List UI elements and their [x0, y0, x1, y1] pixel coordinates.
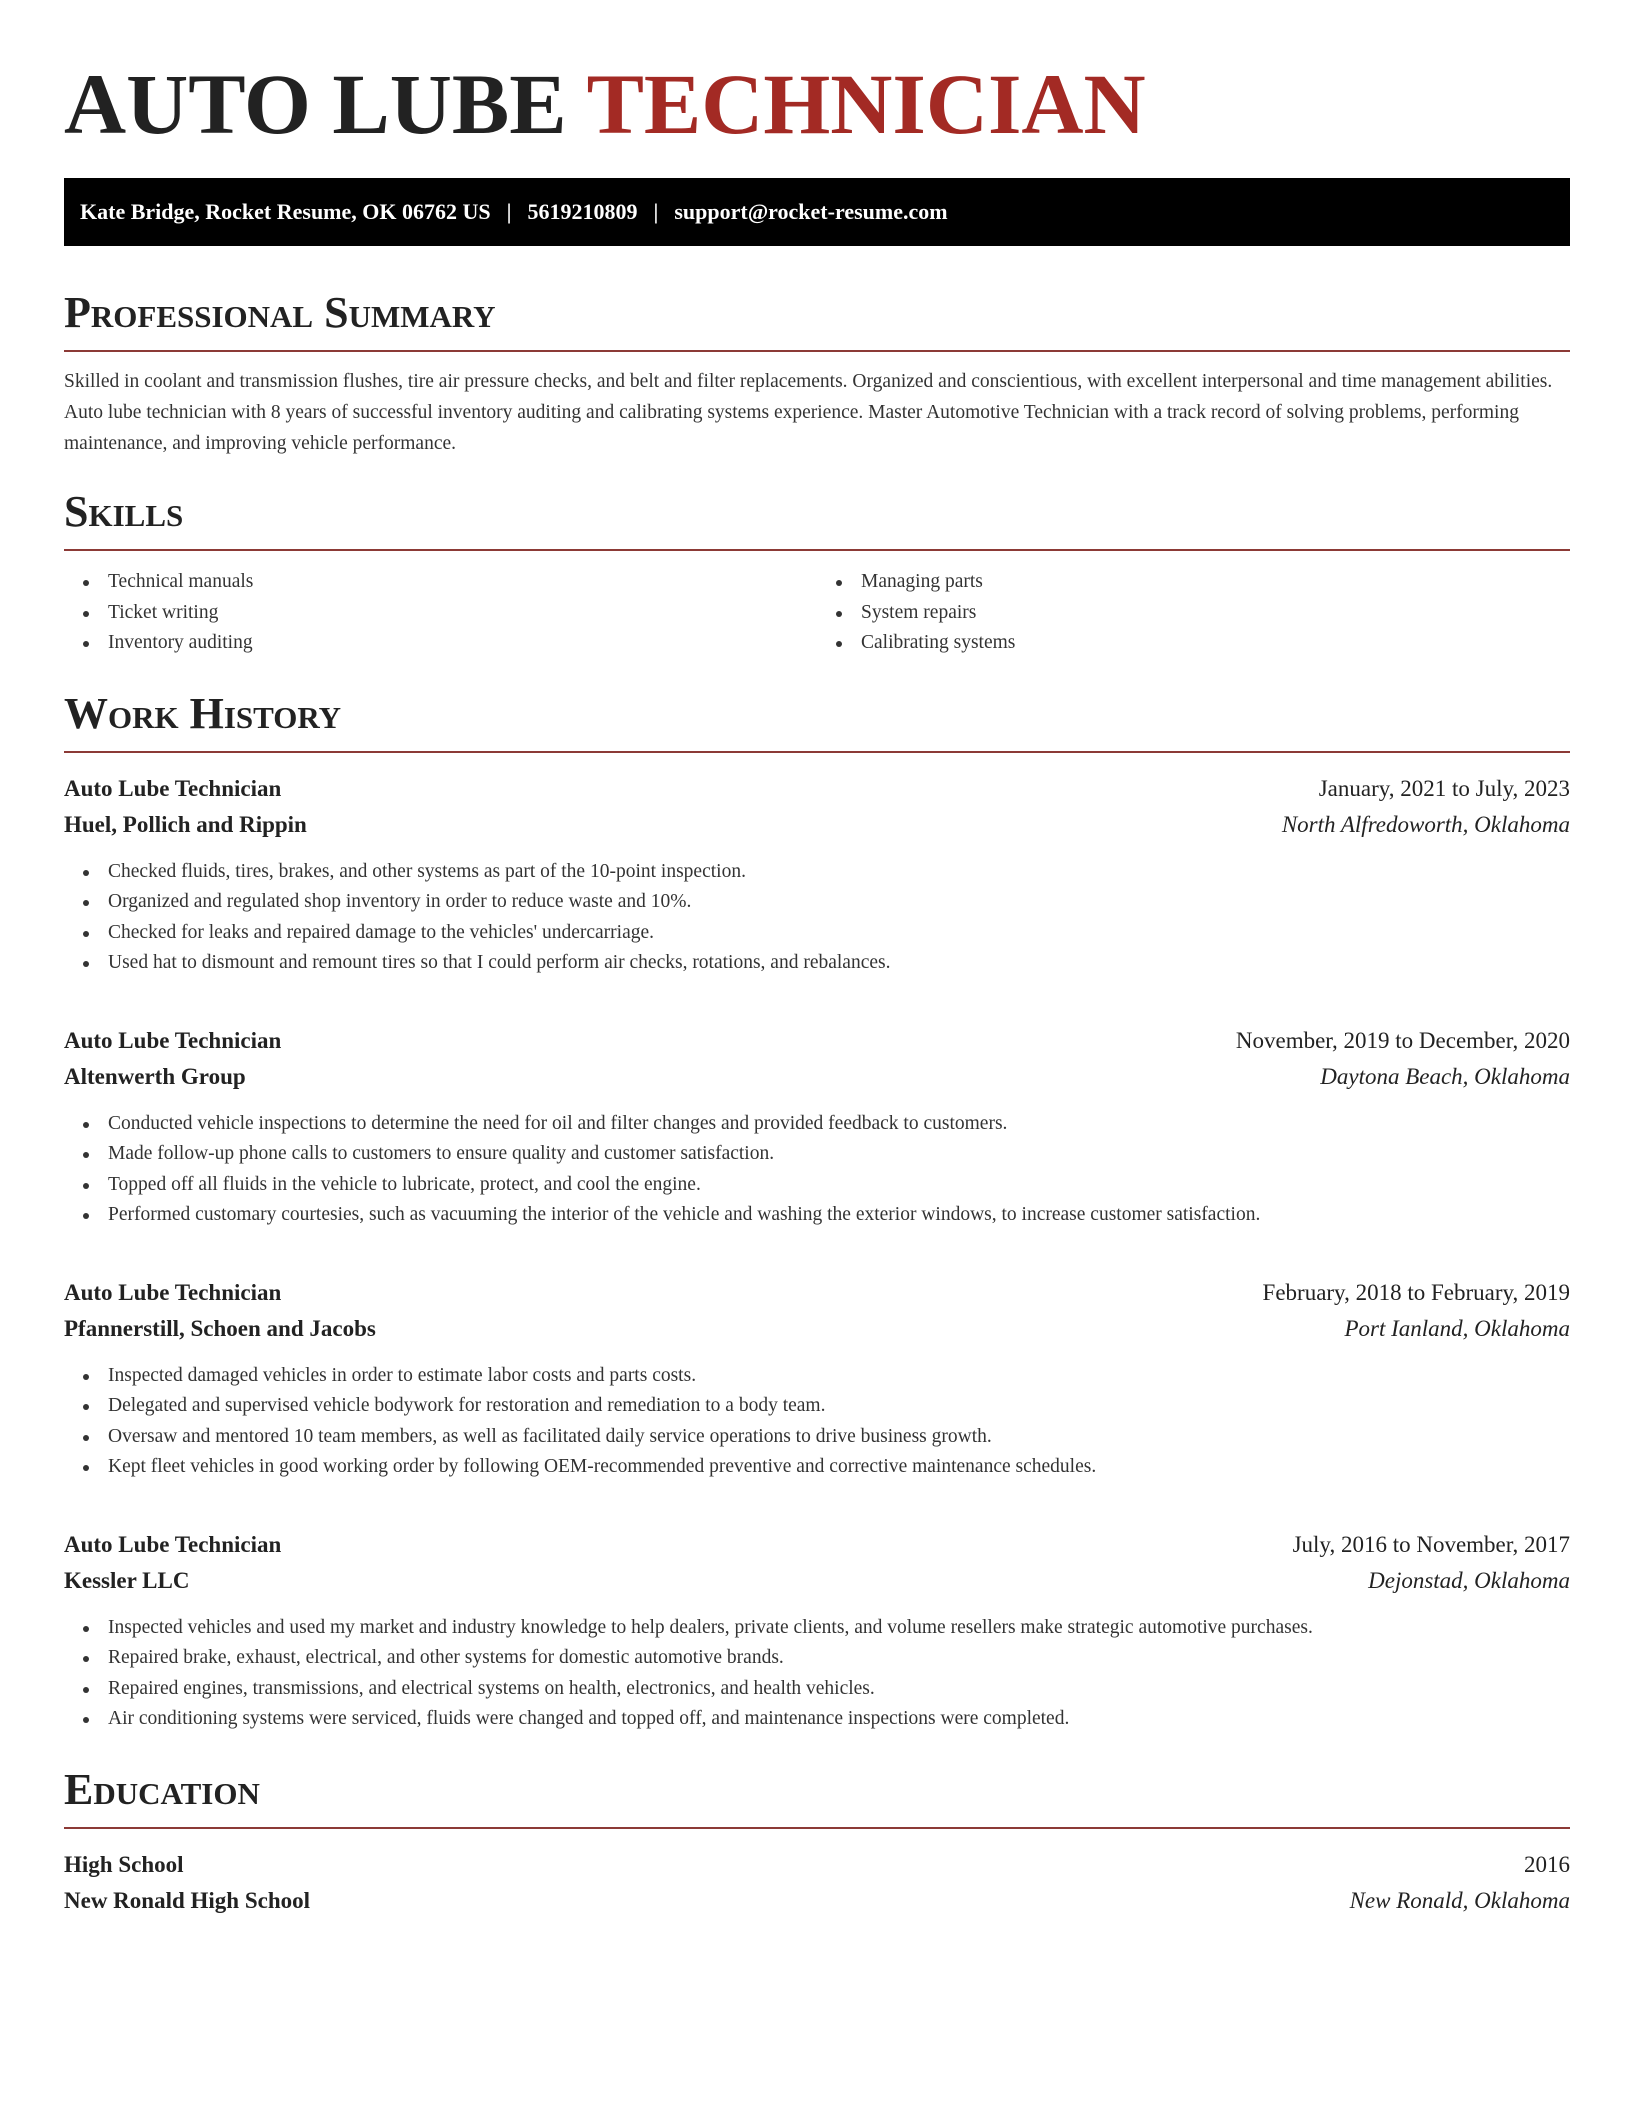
job-entry	[64, 1023, 1570, 1231]
duty-item: Repaired engines, transmissions, and electrical systems on health, electronics, and health vehicles.	[108, 1674, 1570, 1705]
job-title: Auto Lube Technician	[64, 1531, 282, 1557]
duty-item: Organized and regulated shop inventory in order to reduce waste and 10%.	[108, 887, 1570, 918]
job-title: Auto Lube Technician	[64, 1279, 282, 1305]
skill-item: Inventory auditing	[108, 628, 817, 659]
job-location: North Alfredoworth, Oklahoma	[1281, 811, 1570, 837]
skill-item: Ticket writing	[108, 598, 817, 629]
job-location: Daytona Beach, Oklahoma	[1320, 1063, 1570, 1089]
duty-item: Delegated and supervised vehicle bodywork for restoration and remediation to a body team.	[108, 1391, 1570, 1422]
skill-item: Managing parts	[861, 567, 1570, 598]
job-dates: November, 2019 to December, 2020	[1235, 1027, 1570, 1053]
school-location: New Ronald, Oklahoma	[1349, 1887, 1570, 1913]
duty-item: Topped off all fluids in the vehicle to lubricate, protect, and cool the engine.	[108, 1170, 1570, 1201]
skill-item: System repairs	[861, 598, 1570, 629]
duty-item: Repaired brake, exhaust, electrical, and other systems for domestic automotive brands.	[108, 1643, 1570, 1674]
job-title: Auto Lube Technician	[64, 1027, 282, 1053]
title-accent: TECHNICIAN	[586, 56, 1146, 152]
job-location: Dejonstad, Oklahoma	[1368, 1567, 1570, 1593]
job-duties	[64, 1613, 1570, 1735]
duty-item: Oversaw and mentored 10 team members, as well as facilitated daily service operations to drive business growth.	[108, 1422, 1570, 1453]
summary-heading: Professional Summary	[64, 288, 1570, 352]
contact-email: support@rocket-resume.com	[674, 199, 948, 224]
contact-address: Kate Bridge, Rocket Resume, OK 06762 US	[80, 199, 491, 224]
summary-text: Skilled in coolant and transmission flushes, tire air pressure checks, and belt and filter replacements. Organized and conscientious, with excellent interpersonal and time management abilities. Auto lube technician with 8 years of successful inventory auditing and calibrating systems experience. Master Automotive Technician with a track record of solving problems, performing maintenance, and improving vehicle performance.	[64, 371, 1553, 454]
contact-bar	[64, 178, 1570, 246]
duty-item: Inspected damaged vehicles in order to estimate labor costs and parts costs.	[108, 1361, 1570, 1392]
duty-item: Performed customary courtesies, such as vacuuming the interior of the vehicle and washing the exterior windows, to increase customer satisfaction.	[108, 1200, 1570, 1231]
job-location: Port Ianland, Oklahoma	[1344, 1315, 1570, 1341]
duty-item: Inspected vehicles and used my market and industry knowledge to help dealers, private clients, and volume resellers make strategic automotive purchases.	[108, 1613, 1570, 1644]
contact-separator: |	[506, 199, 512, 224]
skill-item: Technical manuals	[108, 567, 817, 598]
duty-item: Conducted vehicle inspections to determine the need for oil and filter changes and provided feedback to customers.	[108, 1109, 1570, 1140]
contact-phone: 5619210809	[527, 199, 638, 224]
skills-heading: Skills	[64, 487, 1570, 551]
title-main: AUTO LUBE	[64, 56, 587, 152]
skills-grid	[64, 567, 1570, 659]
job-entry	[64, 1527, 1570, 1735]
education-heading: Education	[64, 1765, 1570, 1829]
contact-separator: |	[653, 199, 659, 224]
duty-item: Air conditioning systems were serviced, fluids were changed and topped off, and maintenance inspections were completed.	[108, 1704, 1570, 1735]
job-duties	[64, 1109, 1570, 1231]
duty-item: Kept fleet vehicles in good working order by following OEM-recommended preventive and corrective maintenance schedules.	[108, 1452, 1570, 1483]
company-name: Huel, Pollich and Rippin	[64, 811, 307, 837]
job-duties	[64, 1361, 1570, 1483]
skills-left-column	[64, 567, 817, 659]
duty-item: Used hat to dismount and remount tires so that I could perform air checks, rotations, and rebalances.	[108, 948, 1570, 979]
duty-item: Checked fluids, tires, brakes, and other systems as part of the 10-point inspection.	[108, 857, 1570, 888]
skill-item: Calibrating systems	[861, 628, 1570, 659]
job-dates: January, 2021 to July, 2023	[1318, 775, 1570, 801]
company-name: Kessler LLC	[64, 1567, 190, 1593]
resume-title	[64, 0, 1570, 150]
education-entry	[64, 1847, 1570, 1919]
job-dates: February, 2018 to February, 2019	[1262, 1279, 1570, 1305]
work-history-heading: Work History	[64, 689, 1570, 753]
graduation-year: 2016	[1524, 1851, 1570, 1877]
job-duties	[64, 857, 1570, 979]
job-entry	[64, 771, 1570, 979]
company-name: Pfannerstill, Schoen and Jacobs	[64, 1315, 376, 1341]
resume-page	[64, 0, 1570, 1919]
job-entry	[64, 1275, 1570, 1483]
school-name: New Ronald High School	[64, 1887, 311, 1913]
degree: High School	[64, 1851, 184, 1877]
duty-item: Made follow-up phone calls to customers to ensure quality and customer satisfaction.	[108, 1139, 1570, 1170]
duty-item: Checked for leaks and repaired damage to the vehicles' undercarriage.	[108, 918, 1570, 949]
skills-right-column	[817, 567, 1570, 659]
job-title: Auto Lube Technician	[64, 775, 282, 801]
job-dates: July, 2016 to November, 2017	[1292, 1531, 1570, 1557]
company-name: Altenwerth Group	[64, 1063, 246, 1089]
